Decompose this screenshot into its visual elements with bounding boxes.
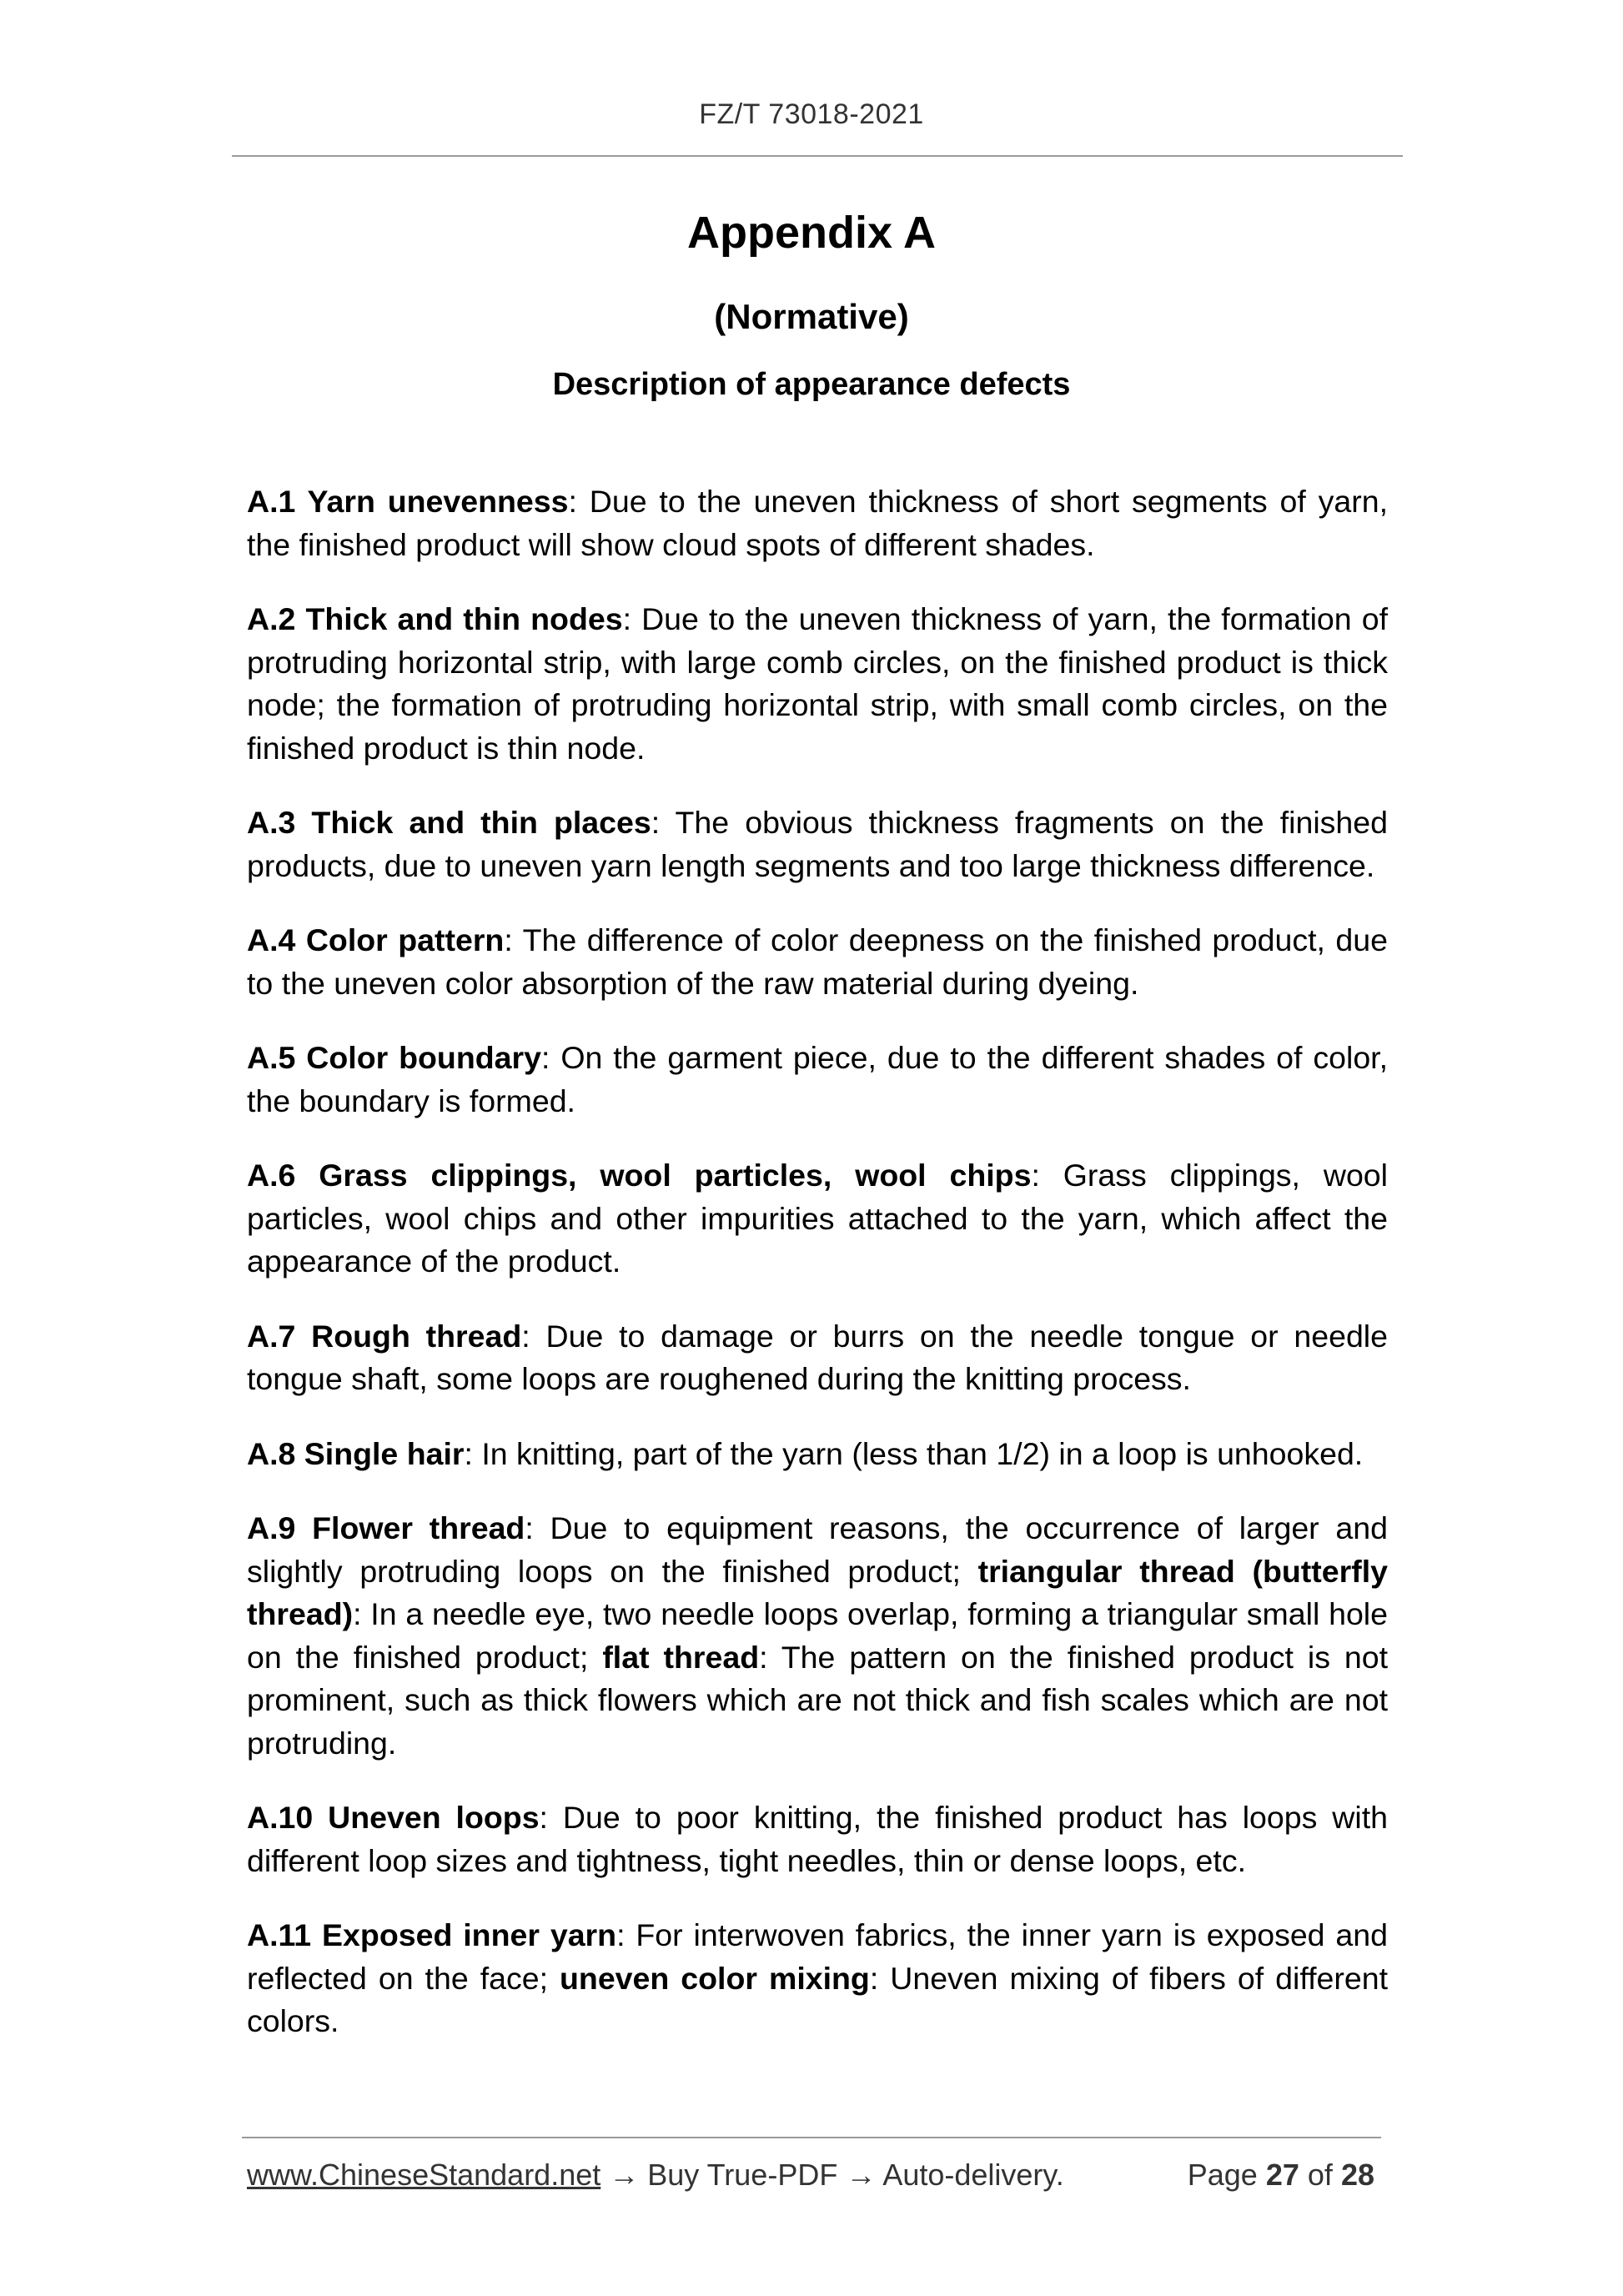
defect-term: A.2 Thick and thin nodes <box>247 601 623 636</box>
defect-term: flat thread <box>602 1639 760 1675</box>
header-divider <box>232 155 1403 157</box>
defect-term: triangular thread (butterfly thread) <box>247 1553 1388 1631</box>
defect-term: A.11 Exposed inner yarn <box>247 1917 617 1952</box>
defect-item-a8 <box>247 1433 1388 1476</box>
appendix-subtitle: (Normative) <box>714 297 909 336</box>
defect-item-a1 <box>247 480 1388 566</box>
defect-term: A.7 Rough thread <box>247 1318 522 1354</box>
defect-text: : In a needle eye, two needle loops overlap, forming a triangular small hole on the finished product; <box>247 1596 1388 1675</box>
defect-term: A.3 Thick and thin places <box>247 805 651 840</box>
defect-text: : The difference of color deepness on the finished product, due to the uneven color absorption of the raw material during dyeing. <box>247 922 1388 1001</box>
defect-list <box>247 480 1388 2075</box>
defect-item-a9 <box>247 1507 1388 1765</box>
defect-text: : The pattern on the finished product is not prominent, such as thick flowers which are not thick and fish scales which are not protruding. <box>247 1639 1389 1761</box>
defect-term: A.4 Color pattern <box>247 922 505 957</box>
defect-text: : Due to equipment reasons, the occurrence of larger and slightly protruding loops on the finished product; <box>247 1510 1388 1589</box>
defect-term: A.5 Color boundary <box>247 1040 541 1075</box>
defect-text: : Uneven mixing of fibers of different colors. <box>247 1960 1388 2038</box>
defect-item-a7 <box>247 1315 1388 1401</box>
page-total: 28 <box>1340 2158 1374 2192</box>
defect-item-a6 <box>247 1154 1388 1284</box>
defect-text: : The obvious thickness fragments on the finished products, due to uneven yarn length segments and too large thickness difference. <box>247 805 1388 883</box>
defect-term: A.8 Single hair <box>247 1435 465 1471</box>
footer-divider <box>242 2137 1381 2138</box>
page-current: 27 <box>1265 2158 1299 2192</box>
defect-term: uneven color mixing <box>560 1960 870 1996</box>
page-word: Page <box>1187 2158 1258 2192</box>
site-link[interactable]: www.ChineseStandard.net <box>247 2158 601 2192</box>
defect-text: : Grass clippings, wool particles, wool chips and other impurities attached to the yarn, which affect the appearance of the product. <box>247 1158 1388 1279</box>
footer-tagline: → Buy True-PDF → Auto-delivery. <box>600 2158 1064 2192</box>
of-word: of <box>1307 2158 1333 2192</box>
defect-text: : In knitting, part of the yarn (less than 1/2) in a loop is unhooked. <box>464 1435 1364 1471</box>
defect-text: : Due to poor knitting, the finished product has loops with different loop sizes and tightness, tight needles, thin or dense loops, etc. <box>247 1800 1388 1878</box>
defect-text: : Due to damage or burrs on the needle tongue or needle tongue shaft, some loops are roughened during the knitting process. <box>247 1318 1388 1396</box>
defect-term: A.9 Flower thread <box>247 1510 525 1545</box>
defect-text: : On the garment piece, due to the different shades of color, the boundary is formed. <box>247 1040 1389 1118</box>
defect-item-a3 <box>247 801 1388 887</box>
defect-item-a2 <box>247 598 1388 770</box>
appendix-description: Description of appearance defects <box>552 367 1071 402</box>
header-doc-id: FZ/T 73018-2021 <box>699 98 924 130</box>
defect-item-a10 <box>247 1796 1388 1882</box>
page-number <box>1188 2158 1374 2193</box>
appendix-title: Appendix A <box>686 208 936 258</box>
defect-text: : Due to the uneven thickness of yarn, the formation of protruding horizontal strip, with large comb circles, on the finished product is thick node; the formation of protruding horizontal strip, with small comb circles, on the finished product is thin node. <box>247 601 1388 766</box>
defect-term: A.1 Yarn unevenness <box>247 484 569 519</box>
defect-text: : Due to the uneven thickness of short segments of yarn, the finished product will show cloud spots of different shades. <box>247 484 1389 562</box>
footer-left <box>247 2158 1064 2193</box>
defect-text: : For interwoven fabrics, the inner yarn is exposed and reflected on the face; <box>247 1917 1389 1996</box>
defect-term: A.10 Uneven loops <box>247 1800 540 1835</box>
defect-item-a11 <box>247 1914 1388 2043</box>
defect-item-a5 <box>247 1037 1388 1123</box>
defect-item-a4 <box>247 919 1388 1005</box>
defect-term: A.6 Grass clippings, wool particles, wool chips <box>247 1158 1032 1193</box>
